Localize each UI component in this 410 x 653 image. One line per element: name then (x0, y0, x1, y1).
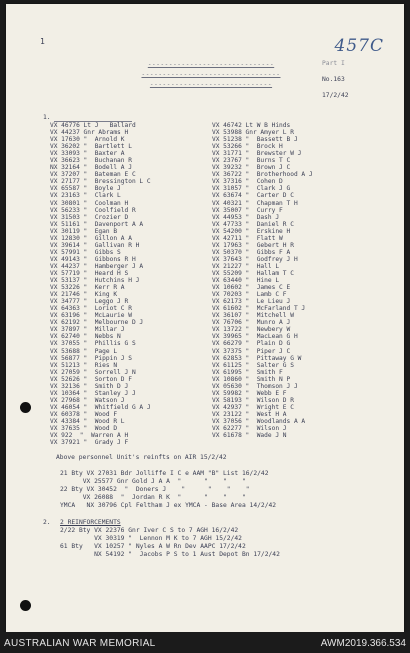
above-note: Above personnel Unit's reinfts on AIR 15/2/42 (56, 454, 227, 461)
personnel-row: VX 37635 " Wood D (50, 425, 118, 433)
personnel-row: VX 42711 " Flatt W (212, 234, 283, 242)
personnel-row: VX 37375 " Piper J C (212, 347, 291, 355)
personnel-row: VX 44237 " Hamberger J A (50, 262, 144, 270)
personnel-row: VX 76706 " Munro A J (212, 319, 291, 327)
handwritten-number: 457C (334, 36, 384, 56)
personnel-row: VX 53988 Gnr Amyer L R (212, 129, 294, 137)
personnel-row: VX 52626 " Sorton D F (50, 375, 132, 383)
personnel-row: VX 55209 " Hallam T C (212, 269, 294, 277)
personnel-row: VX 54200 " Erskine H (212, 227, 291, 235)
page-mark: 1 (40, 37, 45, 46)
personnel-row: VX 37921 " Grady J F (50, 439, 129, 447)
personnel-row: VX 62853 " Pittaway G W (212, 354, 302, 362)
personnel-column-right (212, 122, 313, 446)
personnel-row: NX 32164 " Bodell A J (50, 164, 132, 172)
personnel-row: VX 21227 " Hall L (212, 262, 280, 270)
heading-line: --------------------------------- (141, 71, 281, 78)
personnel-row: VX 43384 " Wood R L (50, 417, 125, 425)
personnel-row: VX 47733 " Daniel R C (212, 220, 294, 228)
sub-row: VX 25577 Gnr Gold J A A " " " " (60, 478, 246, 485)
personnel-row: VX 17630 " Arnold K (50, 136, 125, 144)
personnel-row: VX 62173 " Le Lieu J (212, 298, 291, 306)
personnel-row: VX 31771 " Brewster W J (212, 150, 302, 158)
section-1-label: 1. (43, 114, 51, 121)
personnel-row: VX 10602 " James C E (212, 284, 291, 292)
personnel-row: VX 44237 Gnr Abrams H (50, 129, 129, 137)
heading-line: ------------------------------ (147, 61, 275, 68)
personnel-row: VX 40321 " Chapman T H (212, 199, 298, 207)
personnel-row: VX 56233 " Coolfield R (50, 206, 136, 214)
personnel-row: VX 46776 Lt J Ballard (50, 122, 136, 129)
personnel-row: VX 37897 " Millar J (50, 326, 125, 334)
personnel-row: VX 10860 " Smith N P (212, 375, 291, 383)
personnel-row: VX 63440 " Hine L (212, 277, 280, 285)
personnel-row: VX 61995 " Smith F (212, 368, 283, 376)
personnel-row: VX 49143 " Gibbons R H (50, 255, 136, 263)
personnel-row: VX 57991 " Gibbs S (50, 248, 121, 256)
section-2-row: 61 Bty VX 10257 " Nyles A W Rn Dev AAPC 17/2/42 (60, 543, 246, 550)
sub-row: VX 26088 " Jordan R K " " " " (60, 494, 246, 501)
personnel-row: VX 32136 " Smith D J (50, 382, 129, 390)
personnel-column-left (50, 122, 151, 446)
section-2-heading: 2 REINFORCEMENTS (60, 519, 121, 526)
section-2-row: 2/22 Bty VX 22376 Gnr Iver C S to 7 AGH 16/2/42 (60, 527, 239, 534)
personnel-row: VX 64363 " Loriot C R (50, 305, 132, 313)
personnel-row: VX 36623 " Buchanan R (50, 157, 132, 165)
personnel-row: VX 66279 " Plain D G (212, 340, 291, 348)
personnel-row: VX 35007 " Curry F (212, 206, 283, 214)
personnel-row: VX 37643 " Godfrey J H (212, 255, 298, 263)
personnel-row: VX 53226 " Kerr R A (50, 284, 125, 292)
personnel-row: VX 61678 " Wade J N (212, 432, 287, 440)
personnel-row: VX 30119 " Egan B (50, 227, 118, 235)
personnel-row: VX 27177 " Bressington L C (50, 178, 151, 186)
personnel-row: VX 31503 " Crozier D (50, 213, 129, 221)
personnel-row: VX 30801 " Coolman H (50, 199, 129, 207)
archive-footer (0, 632, 410, 653)
personnel-row: VX 63196 " McLaurie W (50, 312, 132, 320)
section-2-label: 2. (43, 519, 51, 526)
order-number: No.163 (322, 76, 345, 83)
personnel-row: VX 63674 " Carter D C (212, 192, 294, 200)
personnel-row: VX 37207 " Bateman E C (50, 171, 136, 179)
sub-row: 21 Bty VX 27031 Bdr Jolliffe I C e AAM "B" List 16/2/42 (60, 470, 269, 477)
personnel-row: VX 37055 " Phillis G S (50, 340, 136, 348)
personnel-row: VX 23767 " Burns T C (212, 157, 291, 165)
personnel-row: VX 56877 " Pippin J S (50, 354, 132, 362)
document-page (6, 4, 404, 632)
footer-institution: AUSTRALIAN WAR MEMORIAL (4, 638, 156, 649)
personnel-row: VX 53137 " Hutchins H J (50, 277, 140, 285)
footer-accession: AWM2019.366.534 (320, 638, 406, 649)
personnel-row: VX 33093 " Baxter A (50, 150, 125, 158)
personnel-row: VX 44953 " Dash J (212, 213, 280, 221)
personnel-row: VX 39232 " Brown J C (212, 164, 291, 172)
personnel-row: VX 61125 " Salter G S (212, 361, 294, 369)
personnel-row: VX 23122 " West H A (212, 410, 287, 418)
personnel-row: VX 37056 " Woodlands A A (212, 417, 306, 425)
personnel-row: VX 27059 " Sorrell J N (50, 368, 136, 376)
personnel-row: VX 10364 " Stanley J J (50, 389, 136, 397)
personnel-row: VX 53688 " Page L (50, 347, 118, 355)
personnel-row: VX 36202 " Bartlett L (50, 143, 132, 151)
personnel-row: VX 46054 " Whitfield G A J (50, 403, 151, 411)
personnel-row: VX 27968 " Watson J (50, 396, 125, 404)
personnel-row: VX 51213 " Ries N (50, 361, 118, 369)
personnel-row: VX 31057 " Clark J G (212, 185, 291, 193)
personnel-row: VX 46742 Lt W B Hinds (212, 122, 291, 129)
personnel-row: VX 61602 " McFarland T J (212, 305, 306, 313)
punch-hole (20, 600, 31, 611)
personnel-row: VX 05630 " Thomson J J (212, 382, 298, 390)
personnel-row: VX 70203 " Lamb C F (212, 291, 287, 299)
section-2-row: VX 30319 " Lennon M K to 7 AGH 15/2/42 (60, 535, 242, 542)
personnel-row: VX 42937 " Wright E C (212, 403, 294, 411)
personnel-row: VX 23163 " Clark L (50, 192, 121, 200)
personnel-row: VX 17963 " Gebert H R (212, 241, 294, 249)
personnel-row: VX 65587 " Boyle J (50, 185, 121, 193)
personnel-row: VX 39965 " MacLean G H (212, 333, 298, 341)
personnel-row: VX 62740 " Nebbs N (50, 333, 121, 341)
personnel-row: VX 36107 " Mitchell W (212, 312, 294, 320)
personnel-row: VX 34777 " Leggo J R (50, 298, 129, 306)
personnel-row: VX 37316 " Cohen D (212, 178, 283, 186)
personnel-row: VX 60378 " Wood F (50, 410, 118, 418)
personnel-row: VX 62277 " Wilson J (212, 425, 287, 433)
personnel-row: VX 21746 " King K (50, 291, 118, 299)
personnel-row: VX 53266 " Brock H (212, 143, 283, 151)
personnel-row (212, 439, 313, 446)
personnel-row: VX 13722 " Newbery W (212, 326, 291, 334)
personnel-row: VX 36722 " Brotherhood A J (212, 171, 313, 179)
personnel-row: VX 51238 " Bassett B J (212, 136, 298, 144)
sub-row: YMCA NX 30796 Cpl Feltham J ex YMCA - Base Area 14/2/42 (60, 502, 277, 509)
sub-row: 22 Bty VX 30452 " Doners J " " " " (60, 486, 250, 493)
personnel-row: VX 62192 " Melbourne D J (50, 319, 144, 327)
personnel-row: VX 57719 " Heard H S (50, 269, 129, 277)
punch-hole (20, 402, 31, 413)
section-2-row: NX 54192 " Jacobs P S to 1 Aust Depot Bn 17/2/42 (60, 551, 280, 558)
personnel-row: VX 12830 " Gillon A A (50, 234, 132, 242)
personnel-row: VX 59982 " Webb E F (212, 389, 287, 397)
personnel-row: VX 50370 " Gibbs F A (212, 248, 291, 256)
personnel-row: VX 922 " Warren A H (50, 432, 129, 440)
personnel-row: VX 58193 " Wilson D R (212, 396, 294, 404)
personnel-row: VX 39614 " Gallivan R H (50, 241, 140, 249)
heading-line: ----------------------------- (149, 81, 273, 88)
part-label: Part I (322, 60, 345, 67)
personnel-row: VX 51161 " Davenport A A (50, 220, 144, 228)
order-date: 17/2/42 (322, 92, 349, 99)
